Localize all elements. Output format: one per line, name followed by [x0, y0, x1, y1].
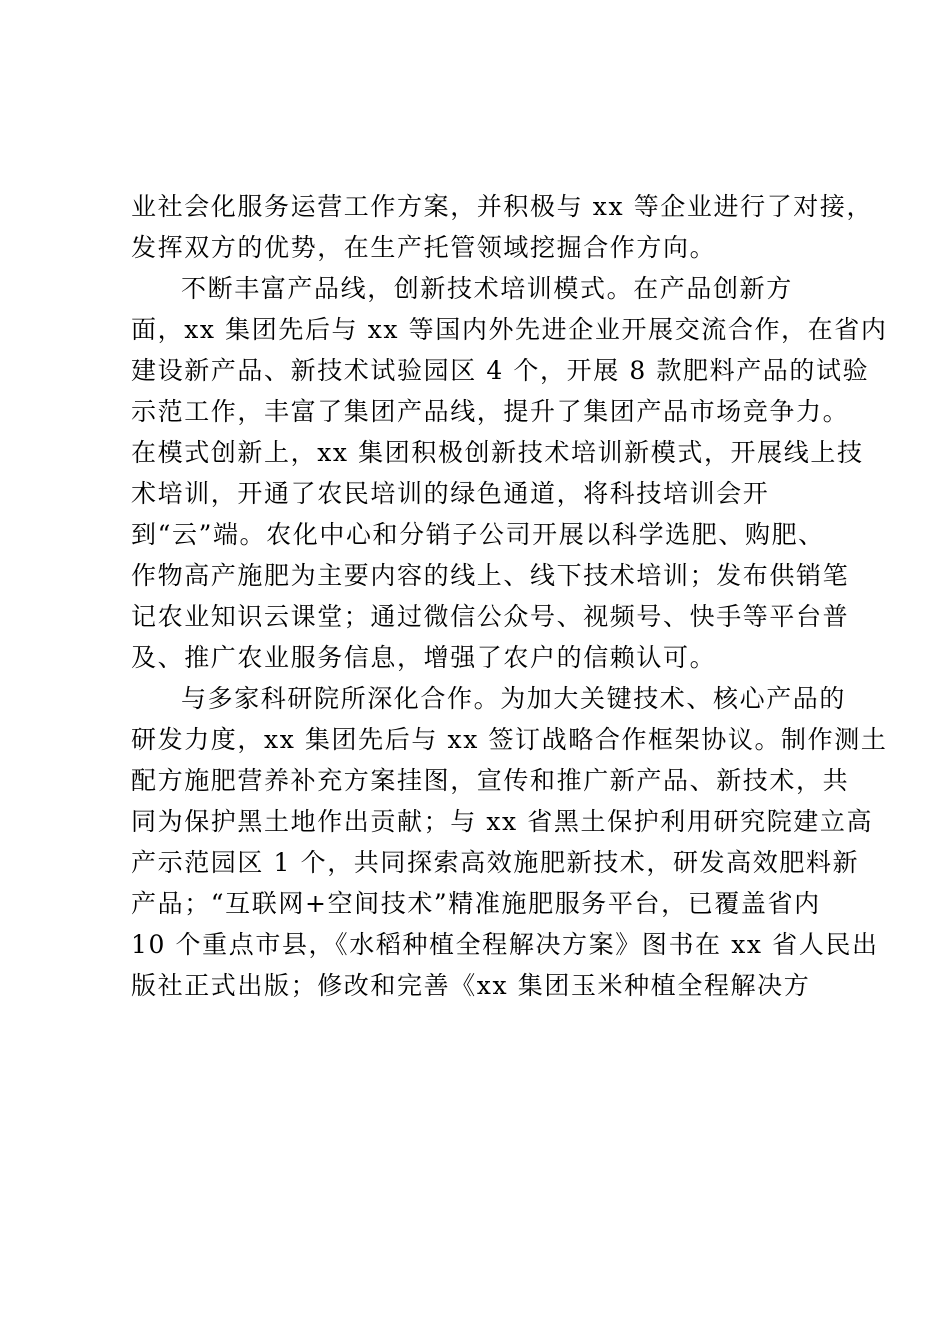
text-line: 版社正式出版；修改和完善《xx 集团玉米种植全程解决方 — [131, 971, 811, 1000]
text-line: 到“云”端。农化中心和分销子公司开展以科学选肥、购肥、 — [131, 520, 825, 549]
text-line: 研发力度，xx 集团先后与 xx 签订战略合作框架协议。制作测土 — [131, 725, 888, 754]
text-line: 产品；“互联网+空间技术”精准施肥服务平台，已覆盖省内 — [131, 889, 821, 918]
text-line: 术培训，开通了农民培训的绿色通道，将科技培训会开 — [131, 479, 770, 508]
document-body — [131, 186, 888, 1006]
text-line: 建设新产品、新技术试验园区 4 个，开展 8 款肥料产品的试验 — [131, 356, 870, 385]
paragraph-heading-research-cooperation: 与多家科研院所深化合作。为加大关键技术、核心产品的 — [181, 684, 847, 713]
paragraph-heading-product-line: 不断丰富产品线，创新技术培训模式。在产品创新方 — [181, 274, 793, 303]
text-line: 示范工作，丰富了集团产品线，提升了集团产品市场竞争力。 — [131, 397, 850, 426]
text-line: 发挥双方的优势，在生产托管领域挖掘合作方向。 — [131, 233, 717, 262]
text-line: 记农业知识云课堂；通过微信公众号、视频号、快手等平台普 — [131, 602, 850, 631]
text-line: 作物高产施肥为主要内容的线上、线下技术培训；发布供销笔 — [131, 561, 850, 590]
text-line: 产示范园区 1 个，共同探索高效施肥新技术，研发高效肥料新 — [131, 848, 860, 877]
text-line: 业社会化服务运营工作方案，并积极与 xx 等企业进行了对接， — [131, 192, 874, 221]
text-line: 面，xx 集团先后与 xx 等国内外先进企业开展交流合作，在省内 — [131, 315, 888, 344]
text-line: 配方施肥营养补充方案挂图，宣传和推广新产品、新技术，共 — [131, 766, 850, 795]
text-line: 及、推广农业服务信息，增强了农户的信赖认可。 — [131, 643, 717, 672]
text-line: 在模式创新上，xx 集团积极创新技术培训新模式，开展线上技 — [131, 438, 864, 467]
text-line: 10 个重点市县，《水稻种植全程解决方案》图书在 xx 省人民出 — [131, 930, 879, 959]
text-line: 同为保护黑土地作出贡献；与 xx 省黑土保护利用研究院建立高 — [131, 807, 874, 836]
